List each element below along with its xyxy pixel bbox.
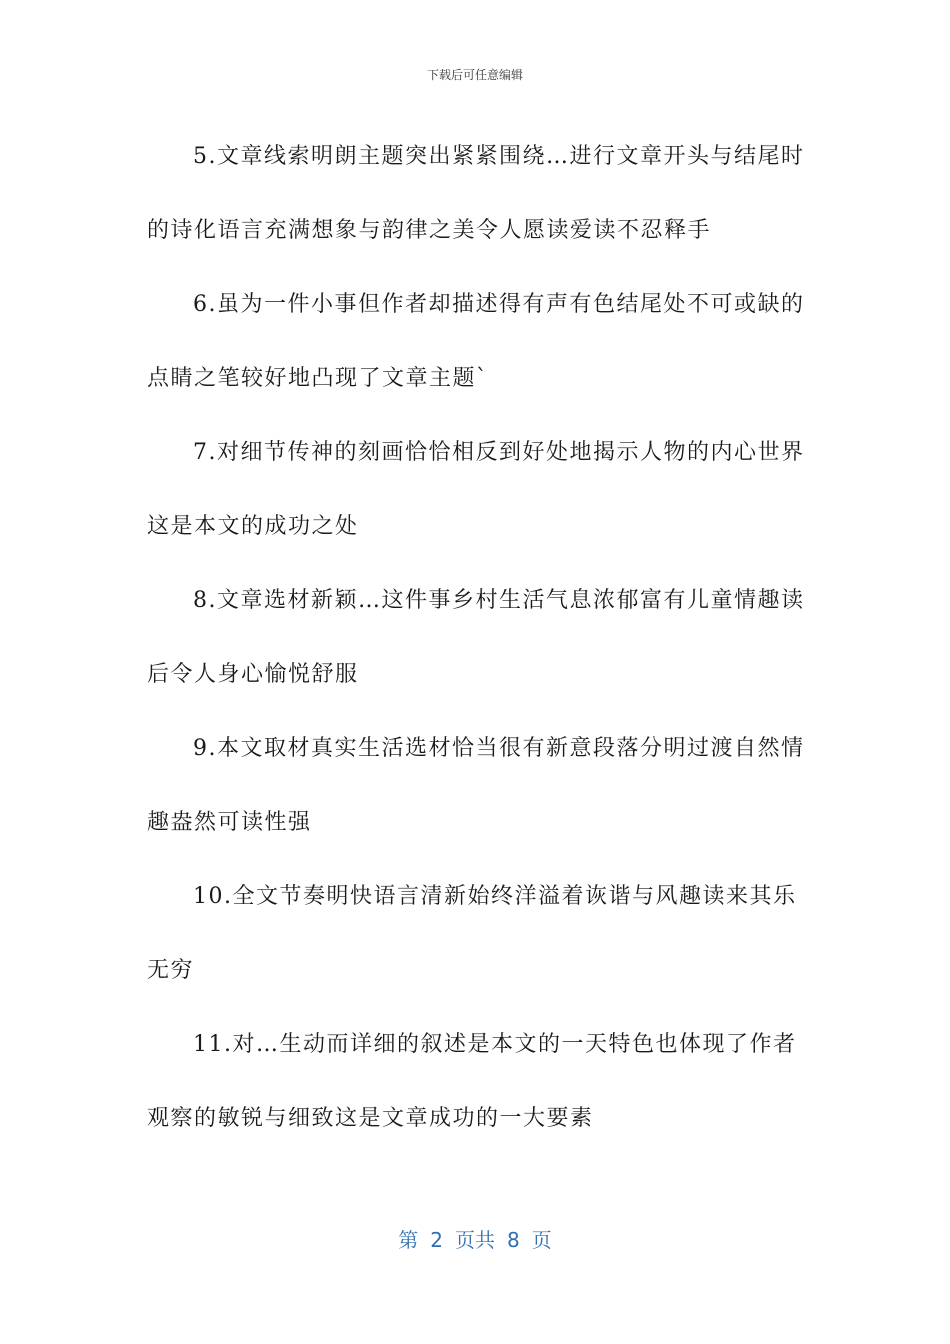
paragraph-6: 6.虽为一件小事但作者却描述得有声有色结尾处不可或缺的点睛之笔较好地凸现了文章主题` bbox=[147, 292, 805, 391]
paragraph-5: 5.文章线索明朗主题突出紧紧围绕…进行文章开头与结尾时的诗化语言充满想象与韵律之美令人愿读爱读不忍释手 bbox=[147, 144, 805, 243]
page-footer bbox=[0, 1224, 950, 1253]
paragraph-11: 11.对…生动而详细的叙述是本文的一天特色也体现了作者观察的敏锐与细致这是文章成功的一大要素 bbox=[147, 1032, 797, 1131]
footer-page-number: 2 bbox=[430, 1228, 443, 1252]
paragraph-7: 7.对细节传神的刻画恰恰相反到好处地揭示人物的内心世界这是本文的成功之处 bbox=[147, 440, 805, 539]
paragraph-8: 8.文章选材新颖…这件事乡村生活气息浓郁富有儿童情趣读后令人身心愉悦舒服 bbox=[147, 588, 805, 687]
header-note: 下载后可任意编辑 bbox=[426, 68, 523, 82]
paragraph-10: 10.全文节奏明快语言清新始终洋溢着诙谐与风趣读来其乐无穷 bbox=[147, 884, 797, 983]
paragraph-9: 9.本文取材真实生活选材恰当很有新意段落分明过渡自然情趣盎然可读性强 bbox=[147, 736, 805, 835]
footer-middle: 页共 bbox=[455, 1228, 495, 1252]
footer-suffix: 页 bbox=[531, 1228, 552, 1252]
footer-prefix: 第 bbox=[398, 1228, 419, 1252]
document-body bbox=[147, 120, 807, 1156]
footer-total-pages: 8 bbox=[507, 1228, 520, 1252]
